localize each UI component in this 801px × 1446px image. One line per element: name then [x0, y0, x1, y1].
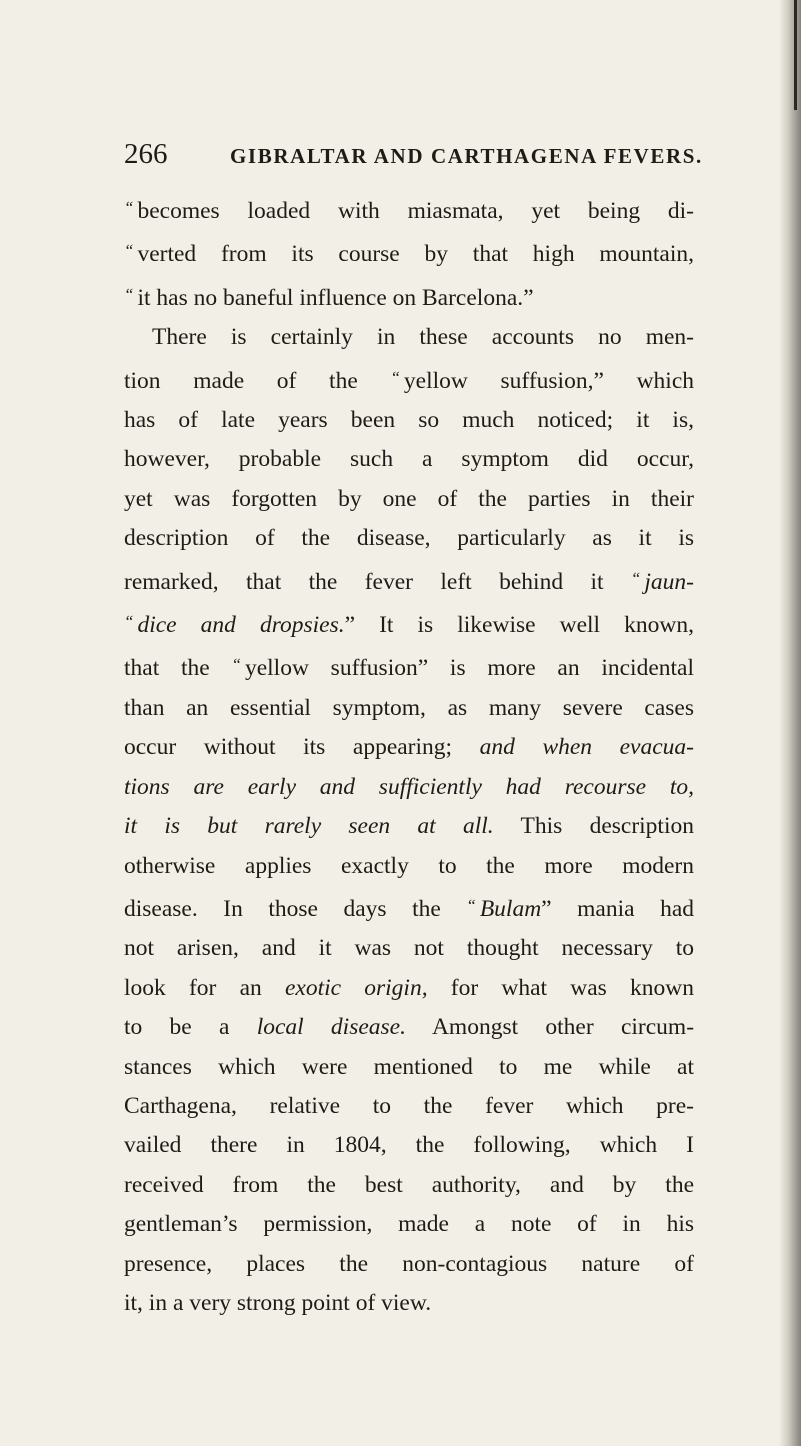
text-line	[124, 728, 694, 767]
text-segment: received from the best authority, and by the	[124, 1171, 694, 1198]
text-line	[124, 886, 694, 929]
text-segment: than an essential symptom, as many severe cases	[124, 694, 694, 721]
text-segment: There is certainly in these accounts no men-	[152, 324, 694, 351]
text-segment: it has no baneful influence on Barcelona.”	[137, 284, 534, 311]
italic-text: it is but rarely seen at all.	[124, 813, 494, 840]
text-segment: remarked, that the fever left behind it	[124, 568, 631, 595]
text-line	[124, 1087, 694, 1126]
text-segment: yellow suffusion” is more an incidental	[244, 655, 695, 682]
italic-text: tions are early and sufficiently had recourse to,	[124, 773, 694, 800]
text-line	[124, 1245, 694, 1284]
text-line	[124, 275, 694, 318]
text-line	[124, 440, 694, 479]
text-segment: gentleman’s permission, made a note of in his	[124, 1211, 694, 1238]
quote-mark: “	[390, 367, 400, 387]
text-segment: disease. In those days the	[124, 895, 467, 922]
text-line	[124, 847, 694, 886]
text-line	[124, 807, 694, 846]
text-segment: ” It is likewise well known,	[344, 612, 694, 639]
page-number: 266	[124, 138, 168, 170]
text-line	[124, 1048, 694, 1087]
body-text	[124, 188, 694, 1323]
italic-text: local disease.	[256, 1014, 406, 1041]
text-segment: however, probable such a symptom did occur,	[124, 446, 694, 473]
text-line	[124, 519, 694, 558]
binding-edge	[794, 0, 797, 110]
text-line	[124, 188, 694, 231]
text-segment: look for an	[124, 974, 285, 1001]
text-segment: has of late years been so much noticed; it is,	[124, 407, 694, 434]
quote-mark: “	[124, 198, 134, 217]
text-segment: becomes loaded with miasmata, yet being di-	[137, 198, 694, 224]
text-segment: Amongst other circum-	[406, 1014, 695, 1041]
text-segment: to be a	[124, 1014, 257, 1041]
text-segment: that the	[124, 655, 232, 682]
text-segment: otherwise applies exactly to the more modern	[124, 852, 694, 879]
text-segment: tion made of the	[124, 367, 391, 394]
text-segment: it, in a very strong point of view.	[124, 1289, 432, 1316]
text-segment: for what was known	[427, 974, 694, 1001]
italic-text: dice and dropsies.	[137, 612, 345, 639]
italic-text: Bulam	[479, 895, 542, 922]
text-segment: verted from its course by that high mountain,	[137, 241, 694, 268]
quote-mark: “	[124, 241, 134, 261]
text-line	[124, 401, 694, 440]
text-segment: yet was forgotten by one of the parties in their	[124, 485, 694, 512]
italic-text: jaun-	[644, 568, 694, 595]
quote-mark: “	[466, 895, 476, 915]
text-line	[124, 645, 694, 688]
quote-mark: “	[630, 568, 641, 588]
text-line	[124, 929, 694, 968]
text-segment: yellow suffusion,” which	[403, 367, 694, 394]
text-line	[124, 1284, 694, 1323]
page-edge-shadow	[779, 0, 801, 1446]
text-line	[124, 689, 694, 728]
text-line	[124, 480, 694, 519]
text-line	[124, 1205, 694, 1244]
text-line	[124, 318, 694, 357]
text-line	[124, 358, 694, 401]
text-segment: Carthagena, relative to the fever which pre-	[124, 1092, 694, 1119]
text-segment: description of the disease, particularly as it is	[124, 525, 694, 552]
text-segment: This description	[493, 813, 694, 840]
page-header	[124, 138, 703, 171]
text-line	[124, 602, 694, 645]
text-segment: ” mania had	[541, 895, 695, 922]
text-line	[124, 969, 694, 1008]
text-line	[124, 1126, 694, 1165]
text-line	[124, 231, 694, 274]
running-head: GIBRALTAR AND CARTHAGENA FEVERS.	[230, 144, 703, 168]
quote-mark: “	[124, 284, 134, 304]
text-segment: not arisen, and it was not thought necessary to	[124, 935, 694, 962]
text-line	[124, 559, 694, 602]
text-line	[124, 1166, 694, 1205]
text-line	[124, 768, 694, 807]
quote-mark: “	[231, 655, 241, 675]
italic-text: and when evacua-	[479, 734, 694, 761]
text-segment: stances which were mentioned to me while at	[124, 1053, 694, 1080]
text-segment: presence, places the non-contagious nature of	[124, 1250, 694, 1277]
text-segment: vailed there in 1804, the following, which I	[124, 1132, 694, 1159]
quote-mark: “	[124, 612, 134, 632]
text-segment: occur without its appearing;	[124, 734, 480, 761]
italic-text: exotic origin,	[284, 974, 428, 1001]
text-line	[124, 1008, 694, 1047]
